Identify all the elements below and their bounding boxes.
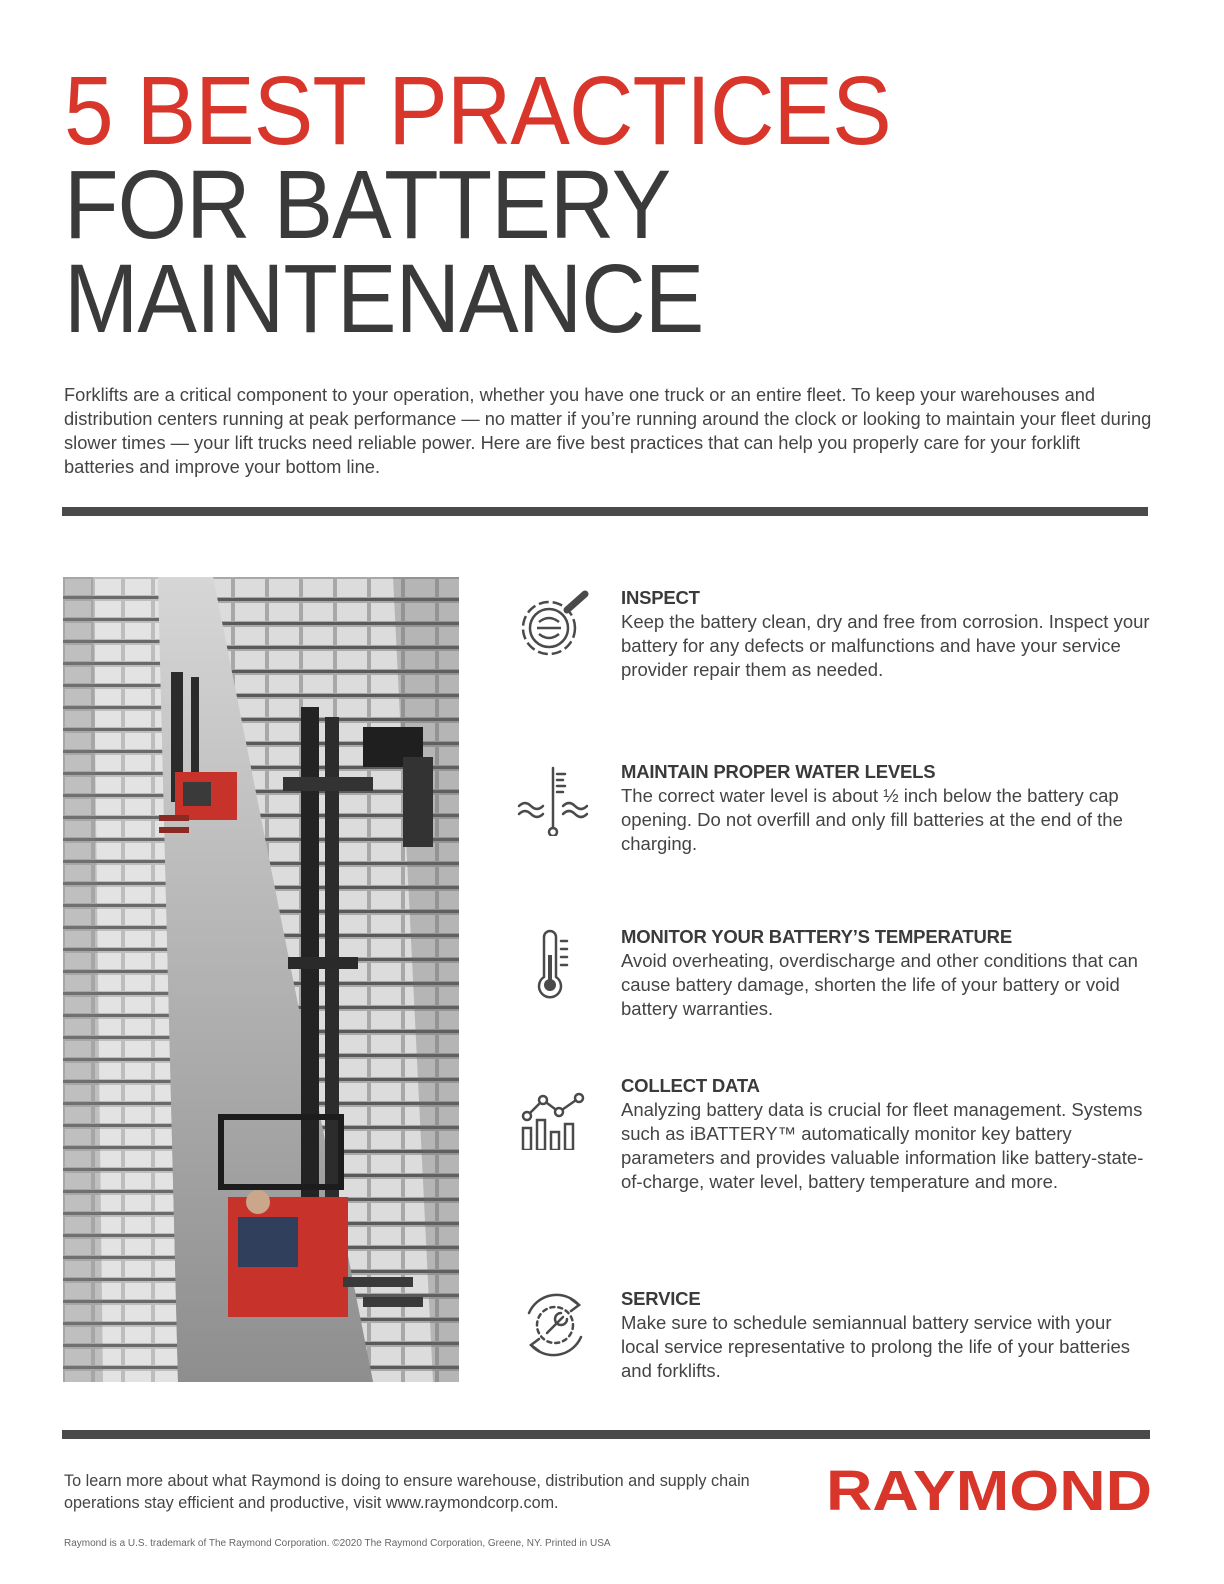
practice-heading: MONITOR YOUR BATTERY’S TEMPERATURE [621,926,1012,947]
thermometer-icon [517,925,593,1001]
data-chart-icon [517,1074,593,1150]
practice-heading: SERVICE [621,1288,701,1309]
raymond-logo-text: RAYMOND [826,1463,1152,1517]
practice-body: Analyzing battery data is crucial for fleet management. Systems such as iBATTERY™ automatically monitor key battery parameters and provides valuable information like battery-state-of-charge, water level, battery temperature and more. [621,1099,1144,1192]
title-line-3: MAINTENANCE [64,244,704,353]
legal-notice: Raymond is a U.S. trademark of The Raymond Corporation. ©2020 The Raymond Corporation, Greene, NY. Printed in USA [64,1538,611,1549]
practice-body: Avoid overheating, overdischarge and other conditions that can cause battery damage, shorten the life of your battery or void battery warranties. [621,950,1138,1019]
practice-body: The correct water level is about ½ inch below the battery cap opening. Do not overfill and only fill batteries at the end of the charging. [621,785,1123,854]
practice-heading: COLLECT DATA [621,1075,760,1096]
practice-heading: INSPECT [621,587,700,608]
title-line-1: 5 BEST PRACTICES [64,56,891,165]
intro-paragraph: Forklifts are a critical component to your operation, whether you have one truck or an entire fleet. To keep your warehouses and distribution centers running at peak performance — no matter if you’re running around the clock or looking to maintain your fleet during slower times — your lift trucks need reliable power. Here are five best practices that can help you properly care for your forklift batteries and improve your bottom line. [64,384,1152,477]
service-wrench-cycle-icon [517,1287,593,1363]
water-level-gauge-icon [517,760,593,836]
inspect-gear-magnifier-icon [517,586,593,662]
raymond-logo [826,1463,1152,1517]
top-divider [62,507,1148,516]
practice-body: Make sure to schedule semiannual battery service with your local service representative to prolong the life of your batteries and forklifts. [621,1312,1131,1381]
practice-body: Keep the battery clean, dry and free from corrosion. Inspect your battery for any defects or malfunctions and have your service provider repair them as needed. [621,611,1150,680]
page-title [64,56,891,353]
title-line-2: FOR BATTERY [64,150,671,259]
warehouse-forklift-photo [63,577,459,1382]
footer-cta: To learn more about what Raymond is doing to ensure warehouse, distribution and supply chain operations stay efficient and productive, visit www.raymondcorp.com. [64,1472,750,1512]
bottom-divider [62,1430,1150,1439]
practice-heading: MAINTAIN PROPER WATER LEVELS [621,761,936,782]
